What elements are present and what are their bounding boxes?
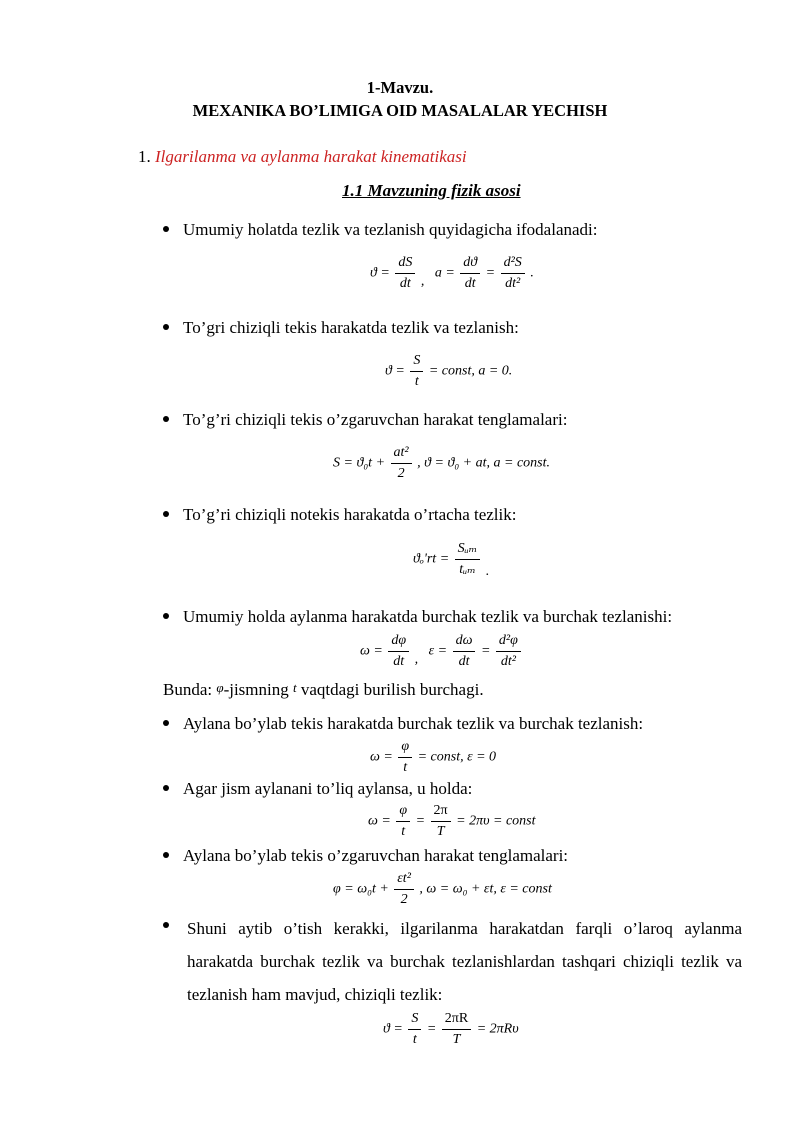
- bullet-text: Aylana bo’ylab tekis harakatda burchak tezlik va burchak tezlanish:: [183, 714, 644, 733]
- section-title: Ilgarilanma va aylanma harakat kinematikasi: [155, 147, 467, 166]
- formula-full-rotation: ω = $\frac{\varphi}{t}$ = $\frac{2\pi}{T}$ = 2πυ = const: [368, 803, 536, 839]
- bullet-icon: [163, 613, 169, 619]
- bullet-text: Agar jism aylanani to’liq aylansa, u holda:: [183, 779, 473, 798]
- bullet-icon: [163, 852, 169, 858]
- formula-velocity-acceleration: ϑ = $\frac{dS}{dt}$ , a = $\frac{dϑ}{dt}$ = $\frac{\text{d²S}}{\text{dt²}}$ .: [370, 255, 534, 291]
- bullet-text: Umumiy holda aylanma harakatda burchak tezlik va burchak tezlanishi:: [183, 607, 673, 626]
- formula-accelerated-rotation: φ = ω₀t + $\frac{\text{εt²}}{2}$ , ω = ω₀ + εt, ε = const: [333, 871, 552, 907]
- bullet-item-2: [163, 318, 519, 338]
- bullet-icon: [163, 324, 169, 330]
- bullet-text: To’g’ri chiziqli tekis o’zgaruvchan harakat tenglamalari:: [183, 410, 568, 429]
- bullet-icon: [163, 922, 169, 928]
- bullet-text: Umumiy holatda tezlik va tezlanish quyidagicha ifodalanadi:: [183, 220, 598, 239]
- bullet-item-9: [163, 912, 742, 1011]
- page-title: MEXANIKA BO’LIMIGA OID MASALALAR YECHISH: [192, 101, 608, 120]
- bullet-icon: [163, 785, 169, 791]
- formula-uniform-motion: ϑ = $\frac{S}{t}$ = const, a = 0.: [385, 353, 513, 389]
- formula-angular-velocity-acceleration: ω = $\frac{d\varphi}{dt}$ , ε = $\frac{d\omega}{dt}$ = $\frac{\text{d²φ}}{\text{dt²}}$: [360, 632, 523, 671]
- bullet-item-8: [163, 846, 568, 866]
- section-subtitle: 1.1 Mavzuning fizik asosi: [342, 181, 521, 200]
- bullet-item-6: [163, 714, 643, 734]
- bunda-note: Bunda: φ-jismning t vaqtdagi burilish burchagi.: [163, 680, 484, 699]
- bullet-icon: [163, 511, 169, 517]
- bullet-item-7: [163, 779, 472, 799]
- bullet-item-3: [163, 410, 567, 430]
- bullet-item-4: [163, 505, 516, 525]
- bullet-icon: [163, 720, 169, 726]
- section-number: 1.: [138, 147, 151, 166]
- formula-uniform-rotation: ω = $\frac{\varphi}{t}$ = const, ε = 0: [370, 739, 497, 775]
- bullet-item-1: [163, 220, 597, 240]
- section-heading: [138, 147, 467, 167]
- bullet-text: To’gri chiziqli tekis harakatda tezlik va tezlanish:: [183, 318, 519, 337]
- bullet-text: Shuni aytib o’tish kerakki, ilgarilanma harakatdan farqli o’laroq aylanma harakatda burchak tezlik va burchak tezlanishlardan tashqari chiziqli tezlik va tezlanish ham mavjud, chiziqli tezlik:: [187, 919, 742, 1004]
- formula-accelerated-motion: S = ϑ₀t + $\frac{\text{at²}}{2}$ , ϑ = ϑ₀ + at, a = const.: [333, 445, 551, 481]
- formula-linear-velocity: ϑ = $\frac{S}{t}$ = $\frac{2\pi R}{T}$ = 2πRυ: [383, 1011, 519, 1047]
- bullet-text: Aylana bo’ylab tekis o’zgaruvchan harakat tenglamalari:: [183, 846, 569, 865]
- bullet-icon: [163, 226, 169, 232]
- bullet-item-5: [163, 607, 672, 627]
- formula-average-velocity: ϑₒ'rt = $\frac{\text{Sᵤₘ}}{\text{tᵤₘ}}$ .: [413, 541, 490, 579]
- bullet-text: To’g’ri chiziqli notekis harakatda o’rtacha tezlik:: [183, 505, 517, 524]
- topic-number: 1-Mavzu.: [366, 78, 434, 97]
- bullet-icon: [163, 416, 169, 422]
